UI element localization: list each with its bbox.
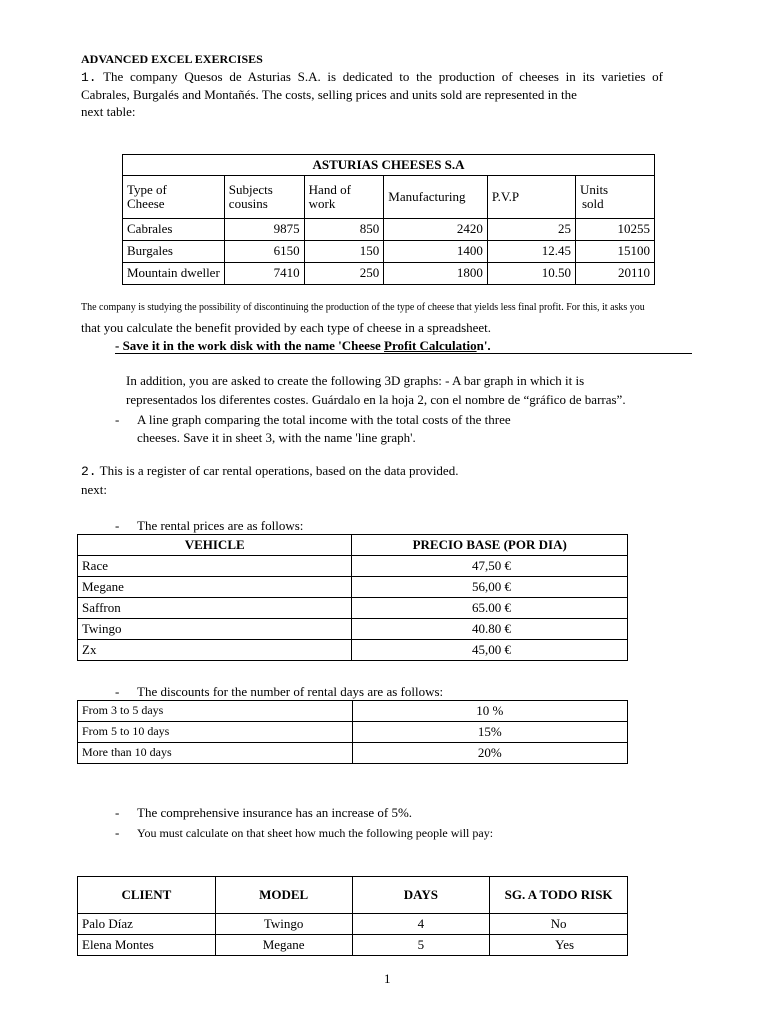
cheese-header-type: Type of Cheese: [123, 176, 225, 219]
client-row: [78, 935, 628, 956]
save-suffix: n'.: [476, 338, 491, 353]
vehicle-header: VEHICLE: [78, 535, 352, 556]
discount-range-cell: More than 10 days: [78, 743, 353, 764]
vehicle-row: [78, 556, 628, 577]
rental-prices-intro: - The rental prices are as follows:: [115, 518, 304, 533]
price-cell: 56,00 €: [352, 577, 628, 598]
price-header: PRECIO BASE (POR DIA): [352, 535, 628, 556]
cheese-cell: Burgales: [123, 241, 225, 263]
calc-people-line: - You must calculate on that sheet how much the following people will pay:: [115, 825, 494, 840]
discount-value-cell: 20%: [352, 743, 628, 764]
client-cell: Elena Montes: [78, 935, 216, 956]
days-header: DAYS: [352, 877, 490, 914]
dash: -: [115, 684, 120, 699]
discount-range-cell: From 5 to 10 days: [78, 722, 353, 743]
discount-value-cell: 15%: [352, 722, 628, 743]
insurance-cell: Yes: [490, 935, 628, 956]
dash: -: [115, 518, 120, 533]
cheese-cell: 20110: [575, 263, 654, 285]
exercise-2-text-1: This is a register of car rental operations, based on the data provided.: [99, 463, 459, 478]
cheese-header-pvp: P.V.P: [487, 176, 575, 219]
exercise-1-line-3: next table:: [81, 104, 136, 119]
insurance-line: - The comprehensive insurance has an increase of 5%.: [115, 805, 413, 820]
cheese-cell: 10255: [575, 219, 654, 241]
cheese-cell: 850: [304, 219, 384, 241]
cheese-row: [123, 219, 655, 241]
dash: -: [115, 825, 120, 840]
model-cell: Megane: [215, 935, 352, 956]
vehicle-row: [78, 577, 628, 598]
days-cell: 5: [352, 935, 490, 956]
cheese-table-header-row: [123, 176, 655, 219]
client-header: CLIENT: [78, 877, 216, 914]
line-graph-text-2: cheeses. Save it in sheet 3, with the name 'line graph'.: [137, 430, 416, 445]
vehicle-cell: Megane: [78, 577, 352, 598]
page-number: 1: [384, 971, 391, 986]
price-cell: 65.00 €: [352, 598, 628, 619]
vehicle-cell: Race: [78, 556, 352, 577]
client-cell: Palo Díaz: [78, 914, 216, 935]
cheese-header-units: Units sold: [575, 176, 654, 219]
model-cell: Twingo: [215, 914, 352, 935]
cheese-cell: 15100: [575, 241, 654, 263]
cheese-header-subjects: Subjects cousins: [224, 176, 304, 219]
price-cell: 45,00 €: [352, 640, 628, 661]
dash: -: [115, 412, 120, 427]
discount-range-cell: From 3 to 5 days: [78, 701, 353, 722]
cheese-table-title: ASTURIAS CHEESES S.A: [123, 155, 655, 176]
discount-row: [78, 701, 628, 722]
discount-row: [78, 722, 628, 743]
calc-line: that you calculate the benefit provided by each type of cheese in a spreadsheet.: [81, 320, 492, 335]
cheese-header-manufacturing: Manufacturing: [384, 176, 488, 219]
cheese-cell: 150: [304, 241, 384, 263]
cheese-cell: 10.50: [487, 263, 575, 285]
cheese-cell: 7410: [224, 263, 304, 285]
vehicle-cell: Saffron: [78, 598, 352, 619]
save-underlined: Profit Calculatio: [384, 338, 477, 353]
exercise-1-text-1: The company Quesos de Asturias S.A. is dedicated to the production of cheeses in its varieties of: [103, 69, 663, 84]
cheese-header-hand: Hand of work: [304, 176, 384, 219]
cheese-cell: 1400: [384, 241, 488, 263]
vehicle-row: [78, 619, 628, 640]
vehicle-row: [78, 598, 628, 619]
discount-value-cell: 10 %: [352, 701, 628, 722]
line-graph-text-1: A line graph comparing the total income with the total costs of the three: [137, 412, 511, 427]
vehicle-cell: Zx: [78, 640, 352, 661]
graphs-line-1: In addition, you are asked to create the following 3D graphs: - A bar graph in which it is: [126, 373, 585, 388]
cheese-cell: 12.45: [487, 241, 575, 263]
exercise-1-number: 1.: [81, 70, 97, 85]
client-row: [78, 914, 628, 935]
discounts-intro: - The discounts for the number of rental days are as follows:: [115, 684, 444, 699]
discount-row: [78, 743, 628, 764]
dash: -: [115, 805, 120, 820]
exercise-1-line-1: [81, 69, 663, 85]
vehicle-table: [77, 534, 628, 661]
cheese-cell: Mountain dweller: [123, 263, 225, 285]
price-cell: 47,50 €: [352, 556, 628, 577]
client-table: [77, 876, 628, 956]
insurance-header: SG. A TODO RISK: [490, 877, 628, 914]
exercise-2-line-1: [81, 463, 458, 479]
cheese-cell: 9875: [224, 219, 304, 241]
save-prefix: - Save it in the work disk with the name 'Cheese: [115, 338, 385, 353]
discount-table: [77, 700, 628, 764]
save-line: [115, 338, 692, 354]
exercise-2-number: 2.: [81, 464, 97, 479]
document-title: ADVANCED EXCEL EXERCISES: [81, 52, 263, 66]
cheese-row: [123, 263, 655, 285]
graphs-line-2: representados los diferentes costes. Guárdalo en la hoja 2, con el nombre de “gráfico de barras”.: [126, 392, 626, 407]
cheese-cell: 1800: [384, 263, 488, 285]
small-note: The company is studying the possibility of discontinuing the production of the type of cheese that yields less final profit. For this, it asks you: [81, 302, 645, 313]
insurance-cell: No: [490, 914, 628, 935]
cheese-cell: 25: [487, 219, 575, 241]
line-graph-bullet: [115, 412, 511, 428]
cheese-cell: Cabrales: [123, 219, 225, 241]
cheese-cell: 250: [304, 263, 384, 285]
vehicle-row: [78, 640, 628, 661]
cheese-cell: 2420: [384, 219, 488, 241]
cheese-table: [122, 154, 655, 285]
cheese-row: [123, 241, 655, 263]
price-cell: 40.80 €: [352, 619, 628, 640]
model-header: MODEL: [215, 877, 352, 914]
days-cell: 4: [352, 914, 490, 935]
cheese-cell: 6150: [224, 241, 304, 263]
vehicle-cell: Twingo: [78, 619, 352, 640]
exercise-1-line-2: Cabrales, Burgalés and Montañés. The costs, selling prices and units sold are represented in the: [81, 87, 577, 102]
exercise-2-line-2: next:: [81, 482, 107, 497]
